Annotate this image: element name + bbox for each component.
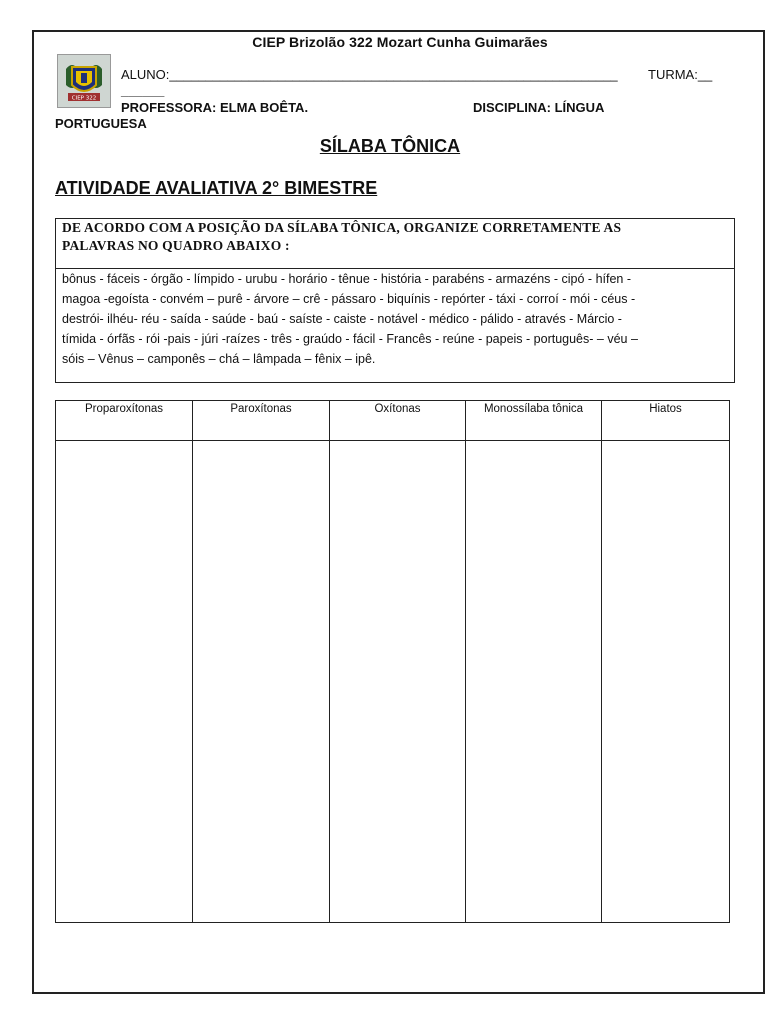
column-hiatos [602,401,729,922]
column-answer-area[interactable] [56,441,192,922]
subject-label-continuation: PORTUGUESA [55,116,147,131]
word-list [62,269,722,369]
column-monossilaba-tonica [466,401,602,922]
word-line: magoa -egoísta - convém – purê - árvore – crê - pássaro - biquínis - repórter - táxi - corroí - mói - céus - [62,292,636,306]
logo-text: CIEP 322 [71,95,97,102]
teacher-label: PROFESSORA: ELMA BOÊTA. [121,100,309,115]
column-proparoxitonas [56,401,193,922]
column-answer-area[interactable] [193,441,329,922]
subject-label: DISCIPLINA: LÍNGUA [473,100,605,115]
instructions-heading [56,219,734,269]
column-header: Paroxítonas [193,401,329,441]
column-paroxitonas [193,401,330,922]
class-field: TURMA:__ [648,67,713,82]
word-line: sóis – Vênus – camponês – chá – lâmpada – fênix – ipê. [62,352,376,366]
word-line: destrói- ilhéu- réu - saída - saúde - baú - saíste - caiste - notável - médico - pálido - através - Márcio - [62,312,622,326]
page-title: SÍLABA TÔNICA [319,136,461,156]
column-oxitonas [330,401,466,922]
class-field-continuation: ______ [121,83,165,98]
column-header: Monossílaba tônica [466,401,601,441]
column-answer-area[interactable] [330,441,465,922]
school-name: CIEP Brizolão 322 Mozart Cunha Guimarães [252,34,548,50]
instructions-box [55,218,735,383]
word-line: bônus - fáceis - órgão - límpido - urubu - horário - tênue - história - parabéns - armazéns - cipó - hífen - [62,272,632,286]
column-header: Hiatos [602,401,729,441]
column-header: Oxítonas [330,401,465,441]
column-answer-area[interactable] [602,441,729,922]
student-name-field: ALUNO:______________________________________________________________ [121,67,618,82]
activity-subtitle: ATIVIDADE AVALIATIVA 2° BIMESTRE [55,178,378,198]
school-logo [57,54,111,108]
word-line: tímida - órfãs - rói -pais - júri -raízes - três - graúdo - fácil - Francês - reúne - papeis - português- – véu – [62,332,638,346]
classification-table [55,400,730,923]
column-answer-area[interactable] [466,441,601,922]
instructions-line-1: DE ACORDO COM A POSIÇÃO DA SÍLABA TÔNICA, ORGANIZE CORRETAMENTE AS [62,220,622,235]
column-header: Proparoxítonas [56,401,192,441]
instructions-line-2: PALAVRAS NO QUADRO ABAIXO : [62,238,290,253]
